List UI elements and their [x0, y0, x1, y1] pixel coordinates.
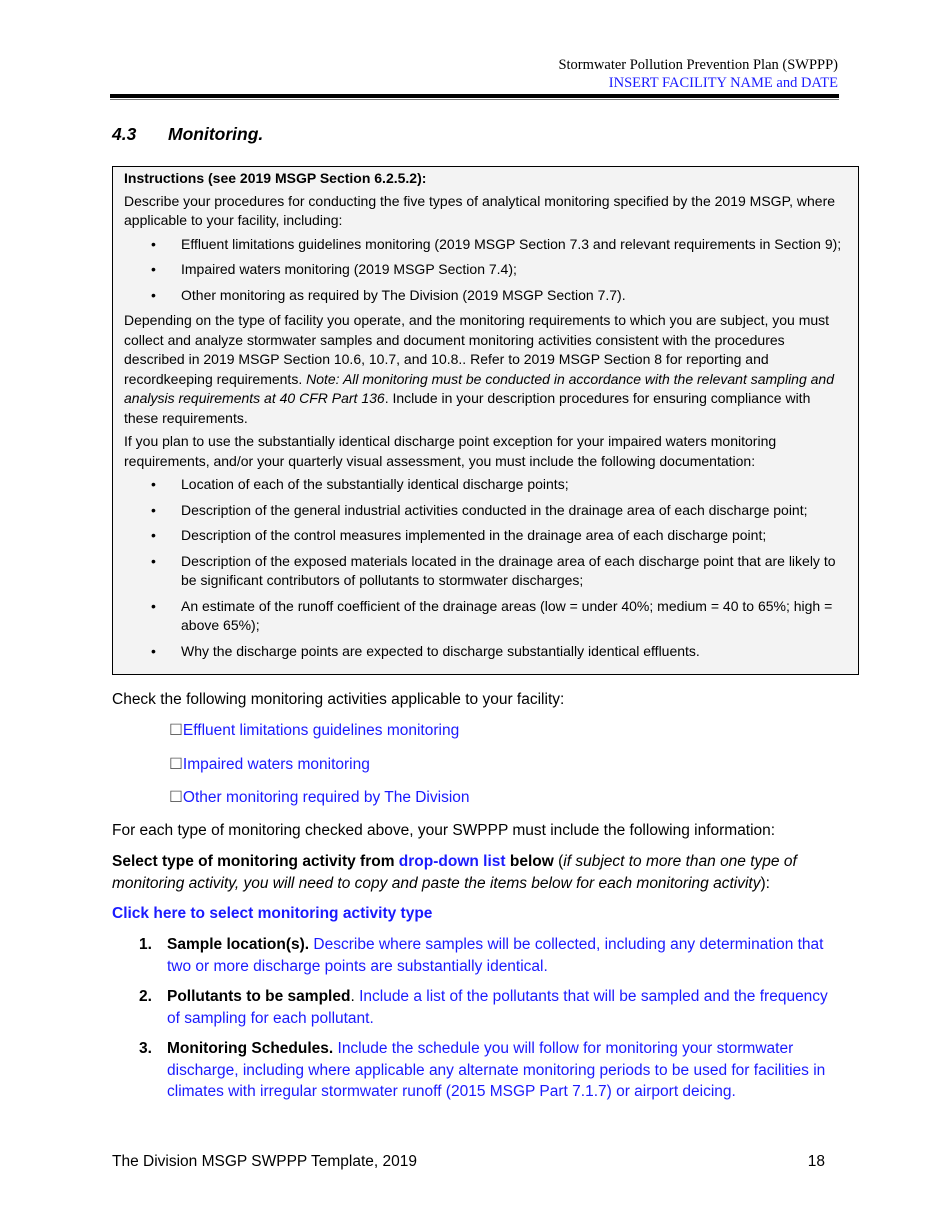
instructions-box: [112, 166, 859, 675]
item-number: 3.: [139, 1040, 152, 1057]
select-instructions: [112, 851, 842, 894]
list-item-text: Other monitoring as required by The Division (2019 MSGP Section 7.7).: [181, 286, 626, 303]
list-item: [124, 597, 848, 636]
bullet-icon: •: [151, 597, 156, 614]
checkbox-icon[interactable]: ☐: [169, 756, 183, 773]
bullet-icon: •: [151, 235, 156, 252]
dropdown-link[interactable]: drop-down list: [398, 853, 506, 870]
list-item-text: Effluent limitations guidelines monitoring (2019 MSGP Section 7.3 and relevant requirements in Section 9);: [181, 235, 842, 252]
bullet-icon: •: [151, 642, 156, 659]
monitoring-types-list: [124, 235, 848, 306]
footer-title: The Division MSGP SWPPP Template, 2019: [112, 1153, 417, 1170]
procedures-text: Depending on the type of facility you operate, and the monitoring requirements to which you are subject, you must collect and analyze stormwater samples and document monitoring activities consistent with the procedures described in 2019 MSGP Section 10.6, 10.7, and 10.8.. Refer to 2019 MSGP Section 8 for reporting and recordkeeping requirements.: [124, 312, 830, 387]
list-item-text: Description of the general industrial activities conducted in the drainage area of each discharge point;: [181, 501, 808, 518]
list-item: [124, 526, 848, 546]
item-title: Sample location(s).: [167, 936, 310, 953]
checkbox-icon[interactable]: ☐: [169, 789, 183, 806]
bullet-icon: •: [151, 552, 156, 569]
list-item: [124, 235, 848, 255]
header-title: Stormwater Pollution Prevention Plan (SWPPP): [558, 57, 838, 73]
checkbox-icon[interactable]: ☐: [169, 722, 183, 739]
bullet-icon: •: [151, 476, 156, 492]
list-item: [124, 501, 848, 521]
header-rule: [110, 94, 839, 98]
bullet-icon: •: [151, 286, 156, 303]
list-item: [124, 475, 848, 495]
list-item: [124, 286, 848, 306]
checkbox-label[interactable]: Other monitoring required by The Division: [182, 789, 470, 806]
page-footer: [112, 1153, 825, 1171]
paren-close: ):: [760, 874, 770, 892]
list-item-text: Location of each of the substantially identical discharge points;: [181, 476, 569, 492]
list-item: [139, 934, 844, 977]
checkbox-other[interactable]: [169, 788, 470, 807]
instructions-intro: Describe your procedures for conducting the five types of analytical monitoring specified by the 2019 MSGP, where applicable to your facility, including:: [124, 192, 836, 228]
item-number: 2.: [139, 988, 152, 1005]
list-item-text: Description of the control measures implemented in the drainage area of each discharge point;: [181, 527, 767, 543]
procedures-note: Note: All monitoring must be conducted in accordance with the relevant sampling and analysis requirements at 40 CFR Part 136: [124, 370, 834, 406]
checkbox-effluent[interactable]: [169, 721, 459, 740]
page-number: 18: [807, 1153, 825, 1170]
item-placeholder[interactable]: Describe where samples will be collected, including any determination that two or more discharge points are substantially identical.: [167, 936, 824, 975]
item-title: Monitoring Schedules.: [167, 1040, 334, 1057]
procedures-text-end: . Include in your description procedures for ensuring compliance with these requirements.: [124, 390, 811, 426]
documentation-list: [124, 475, 848, 661]
checkbox-label[interactable]: Effluent limitations guidelines monitoring: [182, 722, 460, 739]
check-intro: Check the following monitoring activities applicable to your facility:: [112, 691, 565, 708]
each-type-text: For each type of monitoring checked above, your SWPPP must include the following information:: [112, 822, 776, 839]
paren-open: (: [553, 853, 564, 870]
bullet-icon: •: [151, 501, 156, 518]
monitoring-type-dropdown[interactable]: Click here to select monitoring activity type: [112, 905, 433, 922]
list-item: [124, 260, 848, 280]
instructions-title: Instructions (see 2019 MSGP Section 6.2.5.2):: [124, 170, 427, 186]
section-title: Monitoring.: [168, 124, 264, 144]
select-text-below: below: [505, 853, 554, 870]
list-item-text: Impaired waters monitoring (2019 MSGP Section 7.4);: [181, 261, 517, 277]
bullet-icon: •: [151, 261, 156, 277]
list-item-text: An estimate of the runoff coefficient of the drainage areas (low = under 40%; medium = 40 to 65%; high = above 65%);: [181, 597, 833, 633]
instructions-exception: If you plan to use the substantially identical discharge point exception for your impaired waters monitoring requirements, and/or your quarterly visual assessment, you must include the following documentation:: [124, 433, 777, 469]
item-placeholder[interactable]: Include a list of the pollutants that will be sampled and the frequency of sampling for each pollutant.: [167, 988, 828, 1027]
item-placeholder[interactable]: Include the schedule you will follow for monitoring your stormwater discharge, including where applicable any alternate monitoring periods to be used for facilities in climates with irregular stormwater runoff (2015 MSGP Part 7.1.7) or airport deicing.: [167, 1040, 826, 1100]
list-item-text: Description of the exposed materials located in the drainage area of each discharge point that are likely to be significant contributors of pollutants to stormwater discharges;: [181, 552, 836, 588]
section-heading: [112, 124, 263, 145]
item-title: Pollutants to be sampled: [167, 988, 351, 1005]
checkbox-label[interactable]: Impaired waters monitoring: [182, 756, 370, 773]
bullet-icon: •: [151, 527, 156, 543]
instructions-procedures: [124, 311, 848, 428]
list-item: [139, 1038, 844, 1103]
list-item: [124, 642, 848, 662]
section-number: 4.3: [112, 124, 137, 144]
list-item: [139, 986, 844, 1029]
item-separator: .: [350, 988, 355, 1005]
checkbox-impaired[interactable]: [169, 755, 370, 774]
header-facility-placeholder[interactable]: INSERT FACILITY NAME and DATE: [608, 75, 838, 91]
select-text: Select type of monitoring activity from: [112, 853, 399, 870]
page-header: [558, 56, 838, 92]
item-number: 1.: [139, 936, 152, 953]
monitoring-info-list: [139, 934, 844, 1112]
select-note: if subject to more than one type of monitoring activity, you will need to copy and paste the items below for each monitoring activity: [112, 853, 797, 892]
list-item-text: Why the discharge points are expected to discharge substantially identical effluents.: [181, 642, 700, 659]
list-item: [124, 552, 848, 591]
header-rule-thin: [110, 99, 839, 100]
